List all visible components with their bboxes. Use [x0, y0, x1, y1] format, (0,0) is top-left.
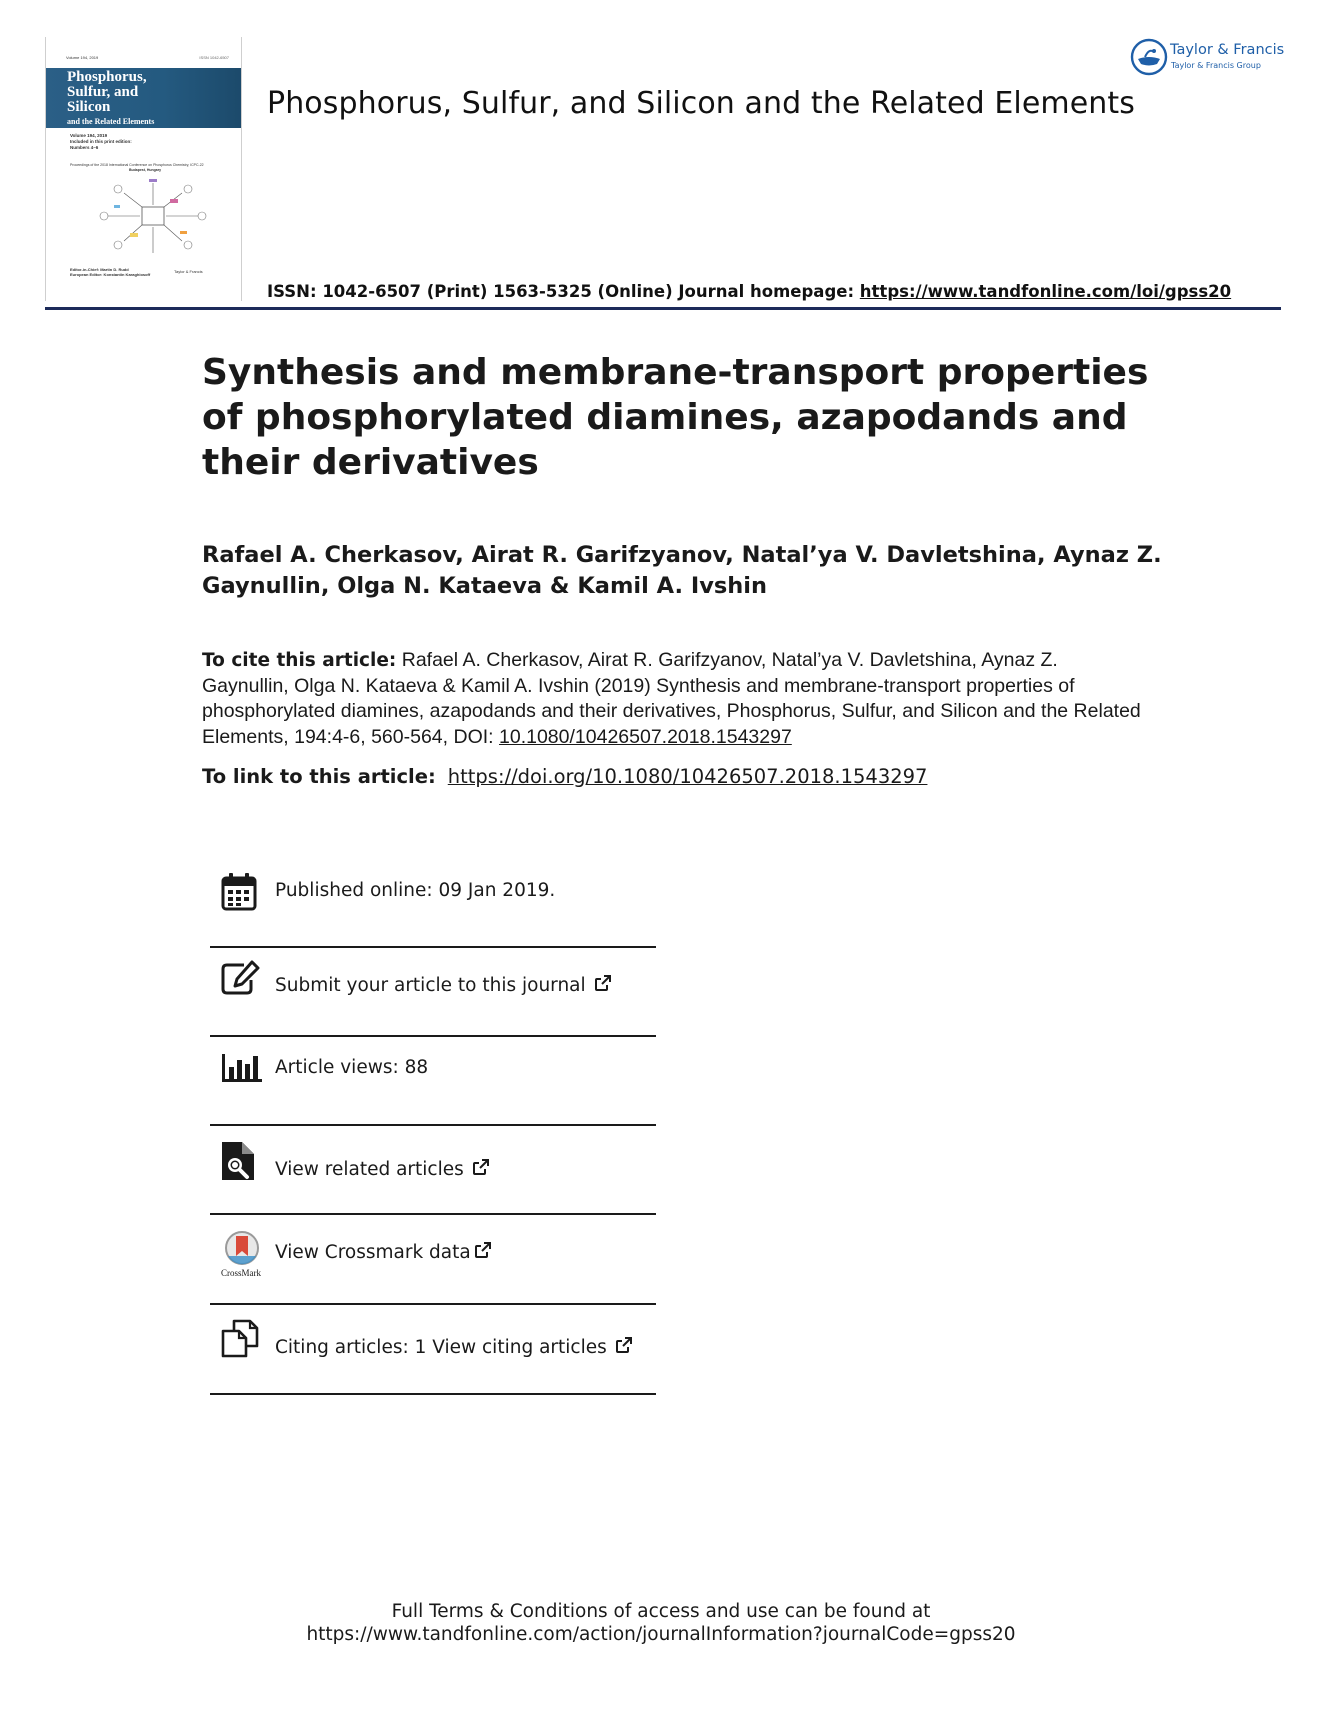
crossmark-badge: [220, 1230, 264, 1278]
citing-articles-text: Citing articles: 1 View citing articles: [275, 1337, 607, 1358]
calendar-icon: [220, 872, 258, 912]
related-articles-link[interactable]: [210, 1140, 656, 1184]
taylor-francis-logo-icon: [1130, 38, 1168, 76]
header-rule: [45, 307, 1281, 310]
divider: [210, 1393, 656, 1395]
cover-meta-line: Included in this print edition:: [70, 139, 132, 144]
related-articles-text: View related articles: [275, 1159, 464, 1180]
citing-articles-link[interactable]: [210, 1318, 656, 1362]
cover-title-line: Phosphorus,: [67, 69, 147, 85]
submit-article-link[interactable]: [210, 960, 656, 1004]
cover-subtitle: and the Related Elements: [67, 117, 155, 126]
citation-block: [202, 648, 1142, 750]
divider: [210, 1303, 656, 1305]
citing-articles-label: [275, 1336, 633, 1358]
copy-documents-icon: [220, 1318, 260, 1358]
article-title: Synthesis and membrane-transport properties of phosphorylated diamines, azapodands and their derivatives: [202, 352, 1149, 483]
journal-name: Phosphorus, Sulfur, and Silicon and the Related Elements: [267, 86, 1135, 121]
article-views-text: Article views: 88: [275, 1057, 429, 1078]
crossmark-label: [275, 1241, 492, 1263]
external-link-icon: [615, 1336, 633, 1354]
divider: [210, 1035, 656, 1037]
cover-editor-line: Editor-in-Chief: Martin D. Rudd: [70, 267, 129, 272]
cover-scheme-graphic: [94, 175, 214, 265]
submit-article-text: Submit your article to this journal: [275, 975, 586, 996]
published-online-text: Published online: 09 Jan 2019.: [275, 880, 556, 901]
cover-meta: [70, 133, 220, 151]
cover-proceedings: [70, 163, 220, 173]
article-link-label: To link to this article:: [202, 765, 436, 788]
crossmark-icon: [220, 1230, 264, 1266]
submit-article-label: [275, 974, 612, 996]
divider: [210, 946, 656, 948]
related-articles-label: [275, 1158, 490, 1180]
citation-text: Rafael A. Cherkasov, Airat R. Garifzyanov, Natal’ya V. Davletshina, Aynaz Z. Gaynullin, Olga N. Kataeva & Kamil A. Ivshin (2019) Synthesis and membrane-transport properties of phosphorylated diamines, azapodands and their derivatives, Phosphorus, Sulfur, and Silicon and the Related Elements, 194:4-6, 560-564, DOI:: [202, 649, 1141, 748]
article-doi-link[interactable]: https://doi.org/10.1080/10426507.2018.1543297: [447, 765, 928, 788]
divider: [210, 1213, 656, 1215]
published-online-row: [210, 872, 656, 916]
cover-publisher: Taylor & Francis: [174, 269, 203, 274]
terms-footer-text: Full Terms & Conditions of access and use can be found at: [391, 1601, 931, 1622]
cover-issn: ISSN 1042-6507: [199, 55, 229, 60]
article-views-row[interactable]: [210, 1050, 656, 1094]
citation-label: To cite this article:: [202, 650, 397, 671]
divider: [210, 1124, 656, 1126]
cover-title: [67, 70, 237, 115]
cover-editor-line: European Editor: Konstantin Karaghiosoff: [70, 272, 151, 277]
journal-cover-image: [45, 37, 242, 301]
cover-title-line: Silicon: [67, 99, 111, 115]
cover-meta-line: Volume 194, 2019: [70, 133, 108, 138]
cover-meta-line: Numbers 4–6: [70, 145, 99, 150]
external-link-icon: [472, 1158, 490, 1176]
publisher-name: Taylor & Francis: [1170, 42, 1285, 58]
crossmark-badge-label: CrossMark: [221, 1268, 261, 1278]
cover-proceedings-line: Proceedings of the 2018 International Conference on Phosphorus Chemistry, ICPC-22: [70, 163, 204, 167]
publisher-group: Taylor & Francis Group: [1171, 61, 1261, 70]
issn-line: [267, 282, 1231, 301]
article-authors: Rafael A. Cherkasov, Airat R. Garifzyanov, Natal’ya V. Davletshina, Aynaz Z. Gaynullin, Olga N. Kataeva & Kamil A. Ivshin: [202, 542, 1162, 599]
cover-editors: [70, 267, 150, 277]
citation-doi-link[interactable]: 10.1080/10426507.2018.1543297: [499, 725, 792, 748]
bar-chart-icon: [220, 1050, 264, 1084]
cover-proceedings-line: Budapest, Hungary: [128, 168, 162, 172]
external-link-icon: [474, 1241, 492, 1259]
journal-homepage-link[interactable]: https://www.tandfonline.com/loi/gpss20: [859, 282, 1232, 301]
crossmark-link[interactable]: [210, 1230, 656, 1278]
external-link-icon: [594, 974, 612, 992]
issn-text: ISSN: 1042-6507 (Print) 1563-5325 (Online) Journal homepage:: [267, 282, 860, 301]
edit-icon: [220, 960, 260, 996]
terms-footer: [0, 1600, 1322, 1646]
crossmark-text: View Crossmark data: [275, 1242, 471, 1263]
terms-footer-url[interactable]: https://www.tandfonline.com/action/journalInformation?journalCode=gpss20: [306, 1624, 1016, 1645]
cover-title-line: Sulfur, and: [67, 84, 139, 100]
cover-volume: Volume 194, 2019: [66, 55, 99, 60]
document-search-icon: [220, 1140, 256, 1182]
article-link-line: [202, 765, 927, 788]
